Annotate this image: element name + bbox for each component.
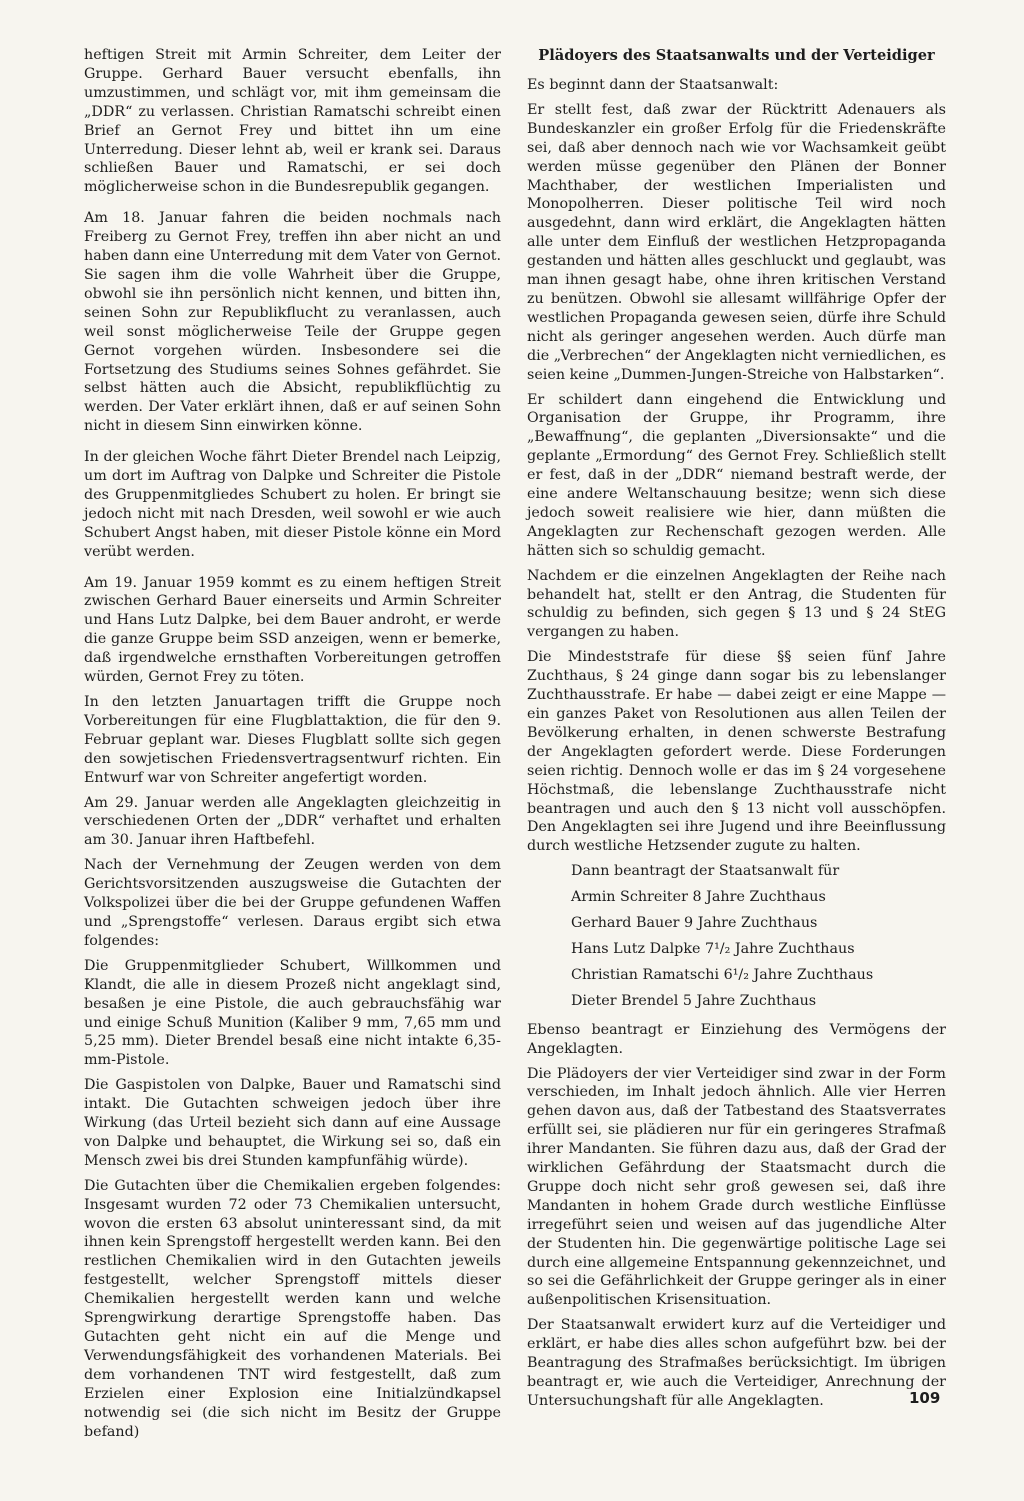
list-item: Dann beantragt der Staatsanwalt für — [571, 863, 840, 880]
left-column — [84, 46, 501, 1447]
paragraph: Er schildert dann eingehend die Entwicklung und Organisation der Gruppe, ihr Programm, ihre „Bewaffnung“, die geplanten „Diversionsakte“ und die geplante „Ermordung“ des Gernot Frey. Schließlich stellt er fest, daß in der „DDR“ niemand bestraft werde, der eine andere Weltanschauung besitze; wenn sich diese jedoch soweit realisiere wie hier, dann müßten die Angeklagten zur Rechenschaft gezogen werden. Alle hätten sich so schuldig gemacht. — [527, 391, 946, 559]
page-number: 109 — [909, 1389, 941, 1407]
right-column — [527, 46, 946, 1417]
paragraph: Die Gruppenmitglieder Schubert, Willkommen und Klandt, die alle in diesem Prozeß nicht angeklagt sind, besaßen je eine Pistole, die auch gebrauchsfähig war und einige Schuß Munition (Kaliber 9 mm, 7,65 mm und 5,25 mm). Dieter Brendel besaß eine nicht intakte 6,35-mm-Pistole. — [84, 957, 501, 1069]
paragraph: Die Plädoyers der vier Verteidiger sind zwar in der Form verschieden, im Inhalt jedoch ähnlich. Alle vier Herren gehen davon aus, daß der Tatbestand des Staatsverrates erfüllt sei, sie plädieren nur für ein geringeres Strafmaß ihrer Mandanten. Sie führen dazu aus, daß der Grad der wirklichen Gefährdung der Staatsmacht durch die Gruppe doch nicht sehr groß gewesen sei, daß ihre Mandanten in hohem Grade durch westliche Einflüsse irregeführt seien und weisen auf das jugendliche Alter der Studenten hin. Die gegenwärtige politische Lage sei durch eine allgemeine Entspannung gekennzeichnet, und so sei die Gefährlichkeit der Gruppe geringer als in einer außenpolitischen Krisensituation. — [527, 1065, 946, 1309]
list-item: Armin Schreiter 8 Jahre Zuchthaus — [571, 889, 826, 906]
list-item: Gerhard Bauer 9 Jahre Zuchthaus — [571, 915, 818, 932]
paragraph: Nach der Vernehmung der Zeugen werden von dem Gerichtsvorsitzenden auszugsweise die Gutachten der Volkspolizei über die bei der Gruppe gefundenen Waffen und „Sprengstoffe“ verlesen. Daraus ergibt sich etwa folgendes: — [84, 857, 501, 949]
paragraph: In der gleichen Woche fährt Dieter Brendel nach Leipzig, um dort im Auftrag von Dalpke und Schreiter die Pistole des Gruppenmitgliedes Schubert zu holen. Er bringt sie jedoch nicht mit nach Dresden, weil sowohl er wie auch Schubert Angst haben, mit dieser Pistole könne ein Mord verübt werden. — [84, 449, 501, 560]
list-item: Christian Ramatschi 6¹/₂ Jahre Zuchthaus — [571, 966, 874, 983]
list-item: Dieter Brendel 5 Jahre Zuchthaus — [571, 992, 817, 1009]
paragraph: heftigen Streit mit Armin Schreiter, dem Leiter der Gruppe. Gerhard Bauer versucht ebenfalls, ihn umzustimmen, und schlägt vor, mit ihm gemeinsam die „DDR“ zu verlassen. Christian Ramatschi schreibt einen Brief an Gernot Frey und bittet ihn um eine Unterredung. Dieser lehnt ab, weil er krank sei. Daraus schließen Bauer und Ramatschi, er sei doch möglicherweise schon in die Bundesrepublik gegangen. — [84, 47, 501, 196]
paragraph: Am 18. Januar fahren die beiden nochmals nach Freiberg zu Gernot Frey, treffen ihn aber nicht an und haben dann eine Unterredung mit dem Vater von Gernot. Sie sagen ihm die volle Wahrheit über die Gruppe, obwohl sie ihn persönlich nicht kennen, und bitten ihn, seinen Sohn zur Republikflucht zu veranlassen, auch weil sonst möglicherweise Teile der Gruppe gegen Gernot vorgehen würden. Insbesondere sei die Fortsetzung des Studiums seines Sohnes gefährdet. Sie selbst hätten auch die Absicht, republikflüchtig zu werden. Der Vater erklärt ihnen, daß er auf seinen Sohn nicht in diesem Sinn einwirken könne. — [84, 210, 501, 435]
paragraph: Nachdem er die einzelnen Angeklagten der Reihe nach behandelt hat, stellt er den Antrag, die Studenten für schuldig zu befinden, sich gegen § 13 und § 24 StEG vergangen zu haben. — [527, 567, 946, 641]
sentence-list — [571, 862, 946, 1010]
paragraph: Er stellt fest, daß zwar der Rücktritt Adenauers als Bundeskanzler ein großer Erfolg für die Friedenskräfte sei, daß aber dennoch nach wie vor Wachsamkeit geübt werden müsse gegenüber den Plänen der Bonner Machthaber, der westlichen Imperialisten und Monopolherren. Dieser politische Teil wird noch ausgedehnt, dann wird erklärt, die Angeklagten hätten alle unter dem Einfluß der westlichen Hetzpropaganda gestanden und hätten alles geschluckt und geglaubt, was man ihnen gesagt habe, ohne ihren kritischen Verstand zu benützen. Obwohl sie allesamt willfährige Opfer der westlichen Propaganda gewesen seien, dürfe ihre Schuld nicht als geringer angesehen werden. Auch dürfe man die „Verbrechen“ der Angeklagten nicht verniedlichen, es seien keine „Dummen-Jungen-Streiche von Halbstarken“. — [527, 101, 946, 383]
paragraph: Der Staatsanwalt erwidert kurz auf die Verteidiger und erklärt, er habe dies alles schon aufgeführt bzw. bei der Beantragung des Strafmaßes berücksichtigt. Im übrigen beantragt er, wie auch die Verteidiger, Anrechnung der Untersuchungshaft für alle Angeklagten. — [527, 1317, 946, 1409]
section-heading: Plädoyers des Staatsanwalts und der Verteidiger — [538, 47, 935, 64]
paragraph: Es beginnt dann der Staatsanwalt: — [527, 77, 779, 93]
paragraph: In den letzten Januartagen trifft die Gruppe noch Vorbereitungen für eine Flugblattaktion, die für den 9. Februar geplant war. Dieses Flugblatt sollte sich gegen den sowjetischen Friedensvertragsentwurf richten. Ein Entwurf war von Schreiter angefertigt worden. — [84, 694, 501, 786]
list-item: Hans Lutz Dalpke 7¹/₂ Jahre Zuchthaus — [571, 940, 855, 957]
paragraph: Die Gutachten über die Chemikalien ergeben folgendes: Insgesamt wurden 72 oder 73 Chemikalien untersucht, wovon die ersten 63 absolut uninteressant sind, da mit ihnen kein Sprengstoff hergestellt werden kann. Bei den restlichen Chemikalien wird in den Gutachten jeweils festgestellt, welcher Sprengstoff mittels dieser Chemikalien hergestellt werden kann und welche Sprengwirkung derartige Sprengstoffe haben. Das Gutachten geht nicht ein auf die Menge und Verwendungsfähigkeit des vorhandenen Materials. Bei dem vorhandenen TNT wird festgestellt, daß zum Erzielen einer Explosion eine Initialzündkapsel notwendig sei (die sich nicht im Besitz der Gruppe befand) — [84, 1177, 501, 1440]
paragraph: Die Mindeststrafe für diese §§ seien fünf Jahre Zuchthaus, § 24 ginge dann sogar bis zu lebenslanger Zuchthausstrafe. Er habe — dabei zeigt er eine Mappe — ein ganzes Paket von Resolutionen aus allen Teilen der Bevölkerung erhalten, in denen schwerste Bestrafung der Angeklagten gefordert werde. Diese Forderungen seien richtig. Dennoch wolle er das im § 24 vorgesehene Höchstmaß, die lebenslange Zuchthausstrafe nicht beantragen und auch den § 13 nicht voll ausschöpfen. Den Angeklagten sei ihre Jugend und ihre Beeinflussung durch westliche Hetzsender zugute zu halten. — [527, 649, 946, 855]
paragraph: Ebenso beantragt er Einziehung des Vermögens der Angeklagten. — [527, 1021, 946, 1057]
paragraph: Am 19. Januar 1959 kommt es zu einem heftigen Streit zwischen Gerhard Bauer einerseits und Armin Schreiter und Hans Lutz Dalpke, bei dem Bauer androht, er werde die ganze Gruppe beim SSD anzeigen, wenn er bemerke, daß irgendwelche ernsthaften Vorbereitungen getroffen würden, Gernot Frey zu töten. — [84, 574, 501, 686]
paragraph: Die Gaspistolen von Dalpke, Bauer und Ramatschi sind intakt. Die Gutachten schweigen jedoch über ihre Wirkung (das Urteil bezieht sich dann auf eine Aussage von Dalpke und behauptet, die Wirkung sei so, daß ein Mensch zwei bis drei Stunden kampfunfähig würde). — [84, 1077, 501, 1169]
paragraph: Am 29. Januar werden alle Angeklagten gleichzeitig in verschiedenen Orten der „DDR“ verhaftet und erhalten am 30. Januar ihren Haftbefehl. — [84, 794, 501, 849]
